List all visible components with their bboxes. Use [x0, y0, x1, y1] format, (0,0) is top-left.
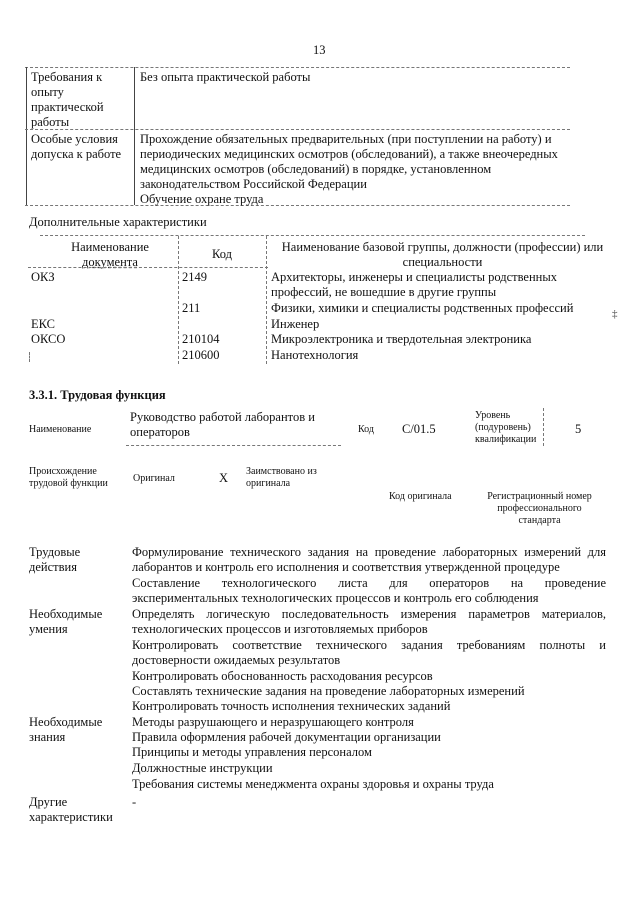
row-doc-okso: ОКСО [31, 332, 66, 346]
level-value: 5 [575, 422, 582, 436]
special-conditions-value: Прохождение обязательных предварительных (при поступлении на работу) и периодических медицинских осмотров (обследований), а также внеочередных медицинских осмотров (обследований) в порядке, установленном законодательством Российской Федерации Обучение охране труда [140, 132, 558, 206]
level-divider [543, 408, 544, 446]
skills-item: Контролировать точность исполнения технических заданий [132, 699, 451, 713]
origin-label: Происхождение трудовой функции [29, 466, 108, 489]
name-label: Наименование [29, 424, 92, 435]
additional-title: Дополнительные характеристики [29, 215, 207, 229]
header-bottom-line [28, 267, 268, 268]
code-label: Код [358, 424, 374, 435]
knowledge-item: Должностные инструкции [132, 761, 273, 775]
code-value: C/01.5 [402, 422, 436, 436]
row-code-2149: 2149 [182, 270, 207, 284]
function-name-underline [126, 445, 341, 446]
actions-label: Трудовые действия [29, 545, 81, 574]
knowledge-item: Требования системы менеджмента охраны здоровья и охраны труда [132, 777, 494, 791]
code-column-left [178, 236, 179, 364]
row-name-engineer: Инженер [271, 317, 320, 331]
borrowed-label: Заимствовано из оригинала [246, 466, 317, 489]
other-value: - [132, 795, 137, 809]
doc-header: Наименование документа [71, 240, 149, 269]
actions-item: Составление технологического листа для операторов на проведение экспериментальных технологических процессов и контроль его соблюдения [132, 576, 606, 605]
special-conditions-label: Особые условия допуска к работе [31, 132, 122, 161]
original-label: Оригинал [133, 473, 175, 484]
row-code-210600: 210600 [182, 348, 220, 362]
row-name-physicists: Физики, химики и специалисты родственных профессий [271, 301, 574, 315]
scan-mark [29, 352, 30, 362]
knowledge-item: Принципы и методы управления персоналом [132, 745, 372, 759]
row-name-nanotech: Нанотехнология [271, 348, 359, 362]
experience-value: Без опыта практической работы [140, 70, 311, 84]
knowledge-label: Необходимые знания [29, 715, 103, 744]
experience-label: Требования к опыту практической работы [31, 70, 104, 129]
table-column-divider [134, 67, 135, 205]
table-row-divider [25, 129, 570, 130]
original-mark: X [219, 471, 229, 485]
row-doc-eks: ЕКС [31, 317, 55, 331]
page-number: 13 [313, 43, 326, 57]
row-doc-okz: ОКЗ [31, 270, 55, 284]
scan-mark: ‡ [612, 308, 618, 320]
skills-label: Необходимые умения [29, 607, 103, 636]
name-header: Наименование базовой группы, должности (профессии) или специальности [281, 240, 604, 269]
name-column-left [266, 236, 267, 364]
additional-top-line [40, 235, 585, 236]
row-code-211: 211 [182, 301, 201, 315]
skills-item: Определять логическую последовательность измерения параметров материалов, технологических процессов и изготовляемых приборов [132, 607, 606, 636]
code-header: Код [212, 247, 232, 261]
row-name-microelectronics: Микроэлектроника и твердотельная электроника [271, 332, 532, 346]
knowledge-item: Правила оформления рабочей документации организации [132, 730, 441, 744]
skills-item: Контролировать обоснованность расходования ресурсов [132, 669, 433, 683]
origin-code-label: Код оригинала [389, 491, 452, 502]
level-label: Уровень (подуровень) квалификации [475, 410, 537, 445]
reg-number-label: Регистрационный номер профессионального стандарта [487, 491, 592, 526]
row-code-210104: 210104 [182, 332, 220, 346]
function-heading: 3.3.1. Трудовая функция [29, 388, 166, 402]
function-name: Руководство работой лаборантов и операторов [130, 410, 315, 439]
skills-item: Контролировать соответствие технического задания требованиям полноты и достоверности ожидаемых результатов [132, 638, 606, 667]
table-border-top [25, 67, 570, 68]
row-name-architects: Архитекторы, инженеры и специалисты родственных профессий, не вошедшие в другие группы [271, 270, 558, 299]
table-border-left [26, 67, 27, 205]
other-label: Другие характеристики [29, 795, 113, 824]
actions-item: Формулирование технического задания на проведение лабораторных измерений для лаборантов и контроль его исполнения и соответствия утвержденной процедуре [132, 545, 606, 574]
knowledge-item: Методы разрушающего и неразрушающего контроля [132, 715, 414, 729]
skills-item: Составлять технические задания на проведение лабораторных измерений [132, 684, 525, 698]
